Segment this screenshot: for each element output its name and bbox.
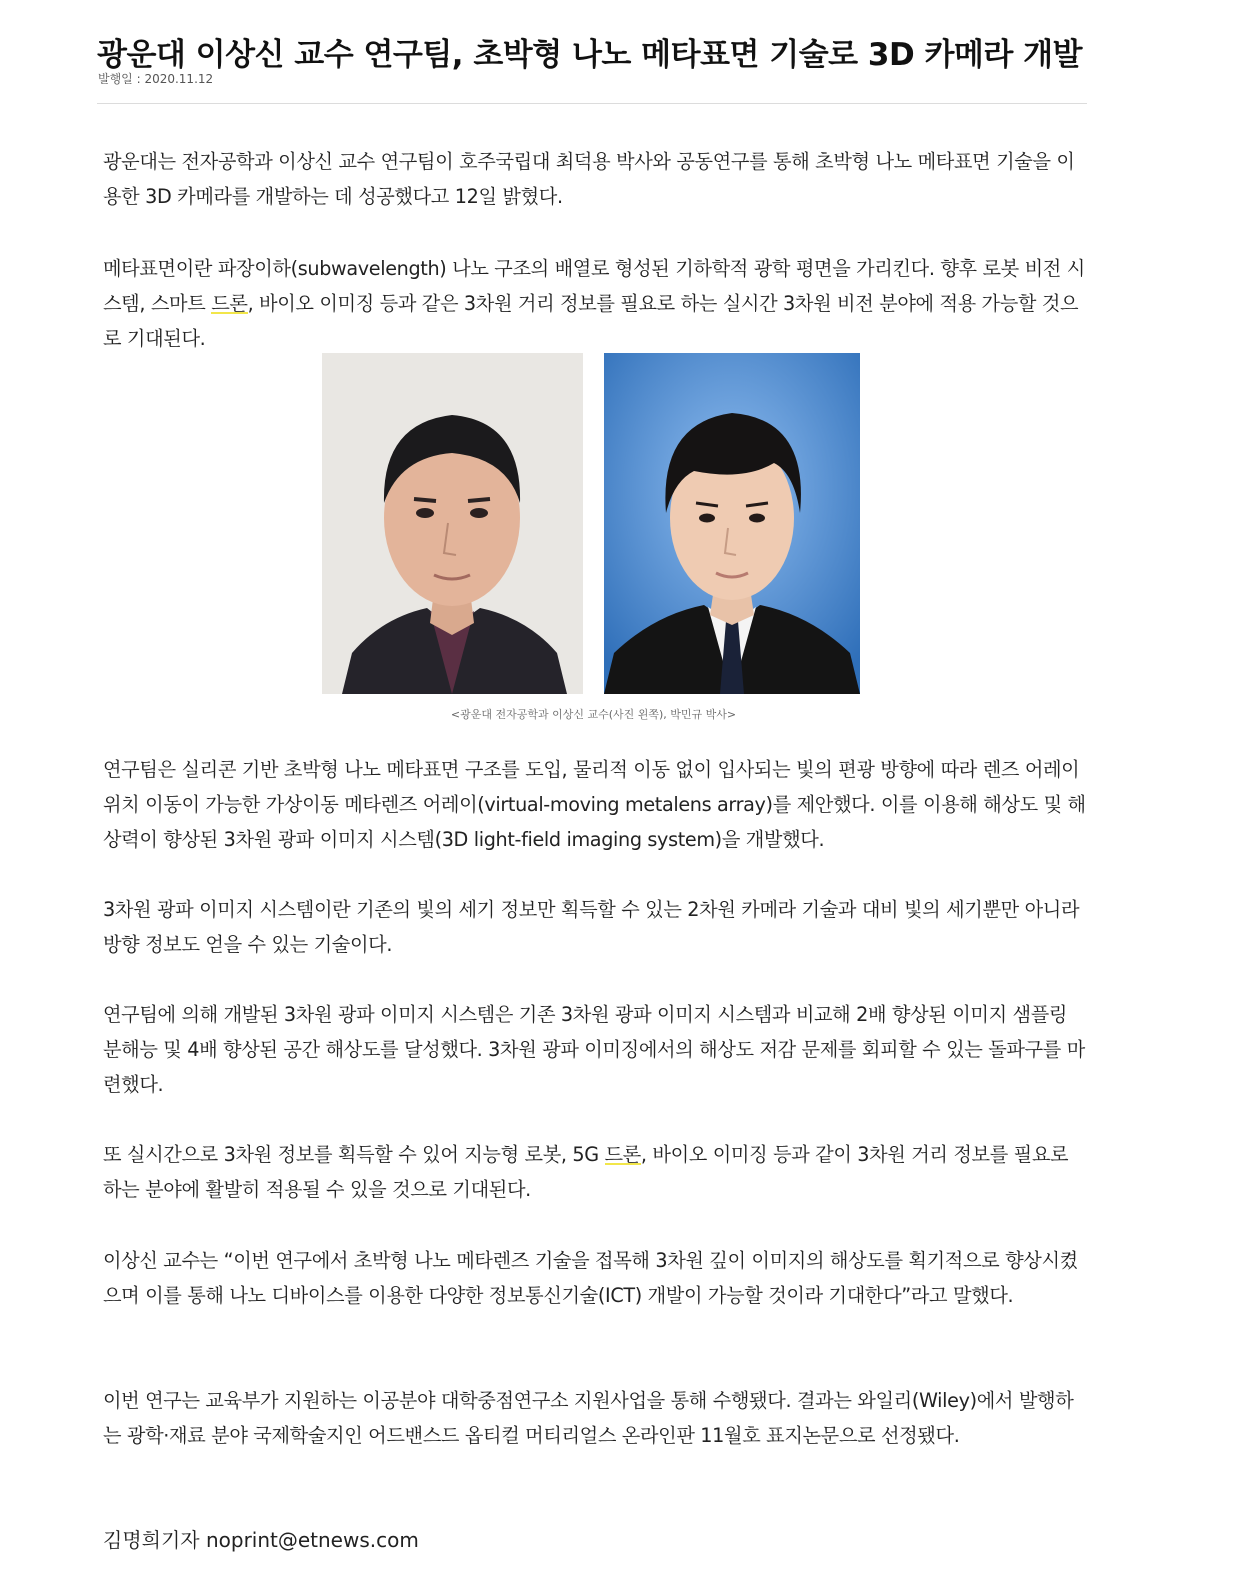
publish-date: 발행일 : 2020.11.12 [98, 72, 214, 86]
paragraph-6 [103, 1137, 1088, 1207]
photo-caption: <광운대 전자공학과 이상신 교수(사진 왼쪽), 박민규 박사> [450, 708, 737, 721]
keyword-link-drone[interactable]: 드론 [211, 292, 248, 315]
reporter-byline: 김명희기자 noprint@etnews.com [103, 1528, 419, 1552]
article-headline: 광운대 이상신 교수 연구팀, 초박형 나노 메타표면 기술로 3D 카메라 개발 [97, 36, 1082, 73]
paragraph-8: 이번 연구는 교육부가 지원하는 이공분야 대학중점연구소 지원사업을 통해 수행됐다. 결과는 와일리(Wiley)에서 발행하는 광학·재료 분야 국제학술지인 어드밴스드 옵티컬 머티리얼스 온라인판 11월호 표지논문으로 선정됐다. [103, 1389, 1074, 1447]
researcher-photo [604, 353, 860, 694]
header-divider [97, 103, 1087, 104]
paragraph-2-text-a: 메타표면이란 파장이하(subwavelength) 나노 구조의 배열로 형성된 기하학적 광학 평면을 가리킨다. 향후 로봇 비전 시스템, 스마트 [103, 257, 1085, 315]
paragraph-3: 연구팀은 실리콘 기반 초박형 나노 메타표면 구조를 도입, 물리적 이동 없이 입사되는 빛의 편광 방향에 따라 렌즈 어레이 위치 이동이 가능한 가상이동 메타렌즈 어레이(virtual-moving metalens array)를 제안했다. 이를 이용해 해상도 및 해상력이 향상된 3차원 광파 이미지 시스템(3D light-field imaging system)을 개발했다. [103, 758, 1086, 851]
paragraph-1: 광운대는 전자공학과 이상신 교수 연구팀이 호주국립대 최덕용 박사와 공동연구를 통해 초박형 나노 메타표면 기술을 이용한 3D 카메라를 개발하는 데 성공했다고 12일 밝혔다. [103, 150, 1075, 208]
paragraph-6-text-b: , 바이오 이미징 등과 같이 3차원 거리 정보를 필요로 하는 분야에 활발히 적용될 수 있을 것으로 기대된다. [103, 1143, 1069, 1201]
paragraph-5: 연구팀에 의해 개발된 3차원 광파 이미지 시스템은 기존 3차원 광파 이미지 시스템과 비교해 2배 향상된 이미지 샘플링 분해능 및 4배 향상된 공간 해상도를 달성했다. 3차원 광파 이미징에서의 해상도 저감 문제를 회피할 수 있는 돌파구를 마련했다. [103, 1003, 1085, 1096]
paragraph-7: 이상신 교수는 “이번 연구에서 초박형 나노 메타렌즈 기술을 접목해 3차원 깊이 이미지의 해상도를 획기적으로 향상시켰으며 이를 통해 나노 디바이스를 이용한 다양한 정보통신기술(ICT) 개발이 가능할 것이라 기대한다”라고 말했다. [103, 1249, 1078, 1307]
keyword-link-drone-2[interactable]: 드론 [604, 1143, 641, 1166]
paragraph-2-text-b: , 바이오 이미징 등과 같은 3차원 거리 정보를 필요로 하는 실시간 3차원 비전 분야에 적용 가능할 것으로 기대된다. [103, 292, 1079, 350]
professor-photo [322, 353, 583, 694]
paragraph-2 [103, 251, 1088, 356]
paragraph-6-text-a: 또 실시간으로 3차원 정보를 획득할 수 있어 지능형 로봇, 5G [103, 1143, 605, 1166]
paragraph-4: 3차원 광파 이미지 시스템이란 기존의 빛의 세기 정보만 획득할 수 있는 2차원 카메라 기술과 대비 빛의 세기뿐만 아니라 방향 정보도 얻을 수 있는 기술이다. [103, 898, 1080, 956]
